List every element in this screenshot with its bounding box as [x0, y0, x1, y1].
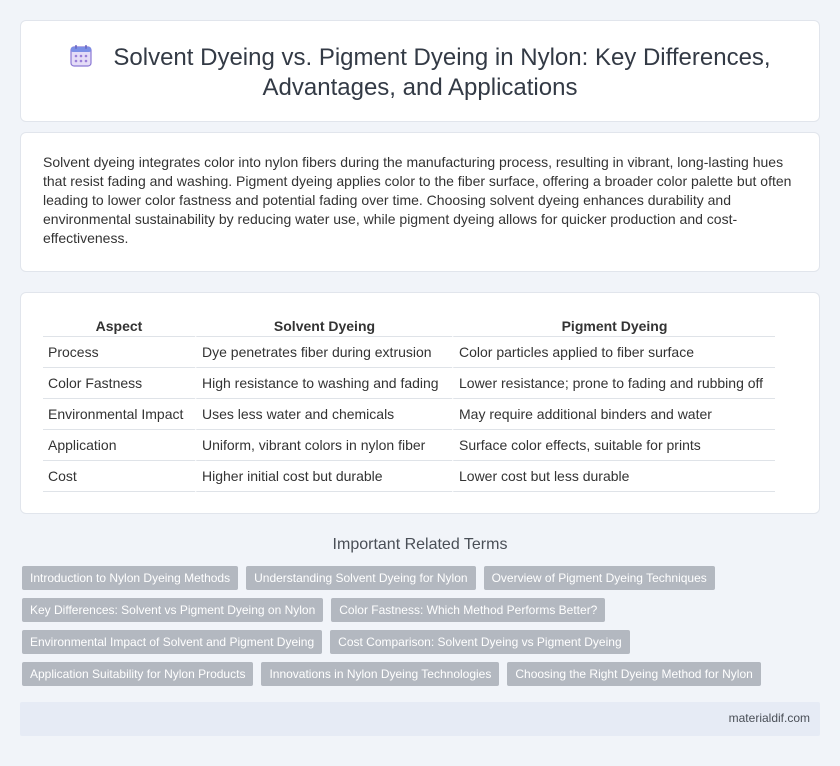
title-line-1: Solvent Dyeing vs. Pigment Dyeing in Nylon: Key Differences, — [113, 44, 771, 71]
cell-pigment: May require additional binders and water — [452, 399, 775, 430]
related-term-link[interactable]: Cost Comparison: Solvent Dyeing vs Pigment Dyeing — [330, 630, 629, 654]
table-row — [43, 368, 775, 399]
cell-aspect: Environmental Impact — [43, 399, 195, 430]
cell-aspect: Application — [43, 430, 195, 461]
cell-pigment: Lower resistance; prone to fading and rubbing off — [452, 368, 775, 399]
header-aspect: Aspect — [43, 315, 195, 337]
page-title — [21, 43, 819, 103]
cell-solvent: Dye penetrates fiber during extrusion — [195, 337, 452, 368]
related-term-link[interactable]: Overview of Pigment Dyeing Techniques — [484, 566, 715, 590]
footer — [20, 702, 820, 736]
related-term-link[interactable]: Choosing the Right Dyeing Method for Nylon — [507, 662, 760, 686]
calendar-icon — [69, 44, 93, 68]
table-row — [43, 430, 775, 461]
header-solvent-dyeing: Solvent Dyeing — [195, 315, 452, 337]
cell-aspect: Color Fastness — [43, 368, 195, 399]
table-row — [43, 399, 775, 430]
related-term-link[interactable]: Introduction to Nylon Dyeing Methods — [22, 566, 238, 590]
related-terms-row — [22, 566, 818, 590]
cell-aspect: Process — [43, 337, 195, 368]
title-line-2: Advantages, and Applications — [262, 74, 578, 101]
cell-pigment: Surface color effects, suitable for prints — [452, 430, 775, 461]
cell-solvent: High resistance to washing and fading — [195, 368, 452, 399]
header-pigment-dyeing: Pigment Dyeing — [452, 315, 775, 337]
related-terms — [22, 566, 818, 694]
cell-pigment: Color particles applied to fiber surface — [452, 337, 775, 368]
cell-aspect: Cost — [43, 461, 195, 492]
related-terms-heading: Important Related Terms — [332, 536, 508, 553]
table-row — [43, 461, 775, 492]
cell-solvent: Higher initial cost but durable — [195, 461, 452, 492]
comparison-table — [43, 315, 775, 492]
intro-paragraph: Solvent dyeing integrates color into nylon fibers during the manufacturing process, resulting in vibrant, long-lasting hues that resist fading and washing. Pigment dyeing applies color to the fiber surface, offering a broader color palette but often leading to lower color fastness and potential fading over time. Choosing solvent dyeing enhances durability and environmental sustainability by reducing water use, while pigment dyeing allows for quicker production and cost-effectiveness. — [43, 154, 792, 246]
related-terms-row — [22, 630, 818, 654]
related-term-link[interactable]: Color Fastness: Which Method Performs Better? — [331, 598, 605, 622]
related-term-link[interactable]: Understanding Solvent Dyeing for Nylon — [246, 566, 475, 590]
table-header-row — [43, 315, 775, 337]
intro-card — [20, 132, 820, 272]
cell-solvent: Uniform, vibrant colors in nylon fiber — [195, 430, 452, 461]
related-term-link[interactable]: Innovations in Nylon Dyeing Technologies — [261, 662, 499, 686]
related-terms-row — [22, 662, 818, 686]
cell-pigment: Lower cost but less durable — [452, 461, 775, 492]
related-terms-row — [22, 598, 818, 622]
table-row — [43, 337, 775, 368]
cell-solvent: Uses less water and chemicals — [195, 399, 452, 430]
related-term-link[interactable]: Application Suitability for Nylon Products — [22, 662, 253, 686]
footer-site-name: materialdif.com — [728, 711, 810, 725]
title-card — [20, 20, 820, 122]
related-term-link[interactable]: Environmental Impact of Solvent and Pigment Dyeing — [22, 630, 322, 654]
related-term-link[interactable]: Key Differences: Solvent vs Pigment Dyeing on Nylon — [22, 598, 323, 622]
comparison-card — [20, 292, 820, 514]
